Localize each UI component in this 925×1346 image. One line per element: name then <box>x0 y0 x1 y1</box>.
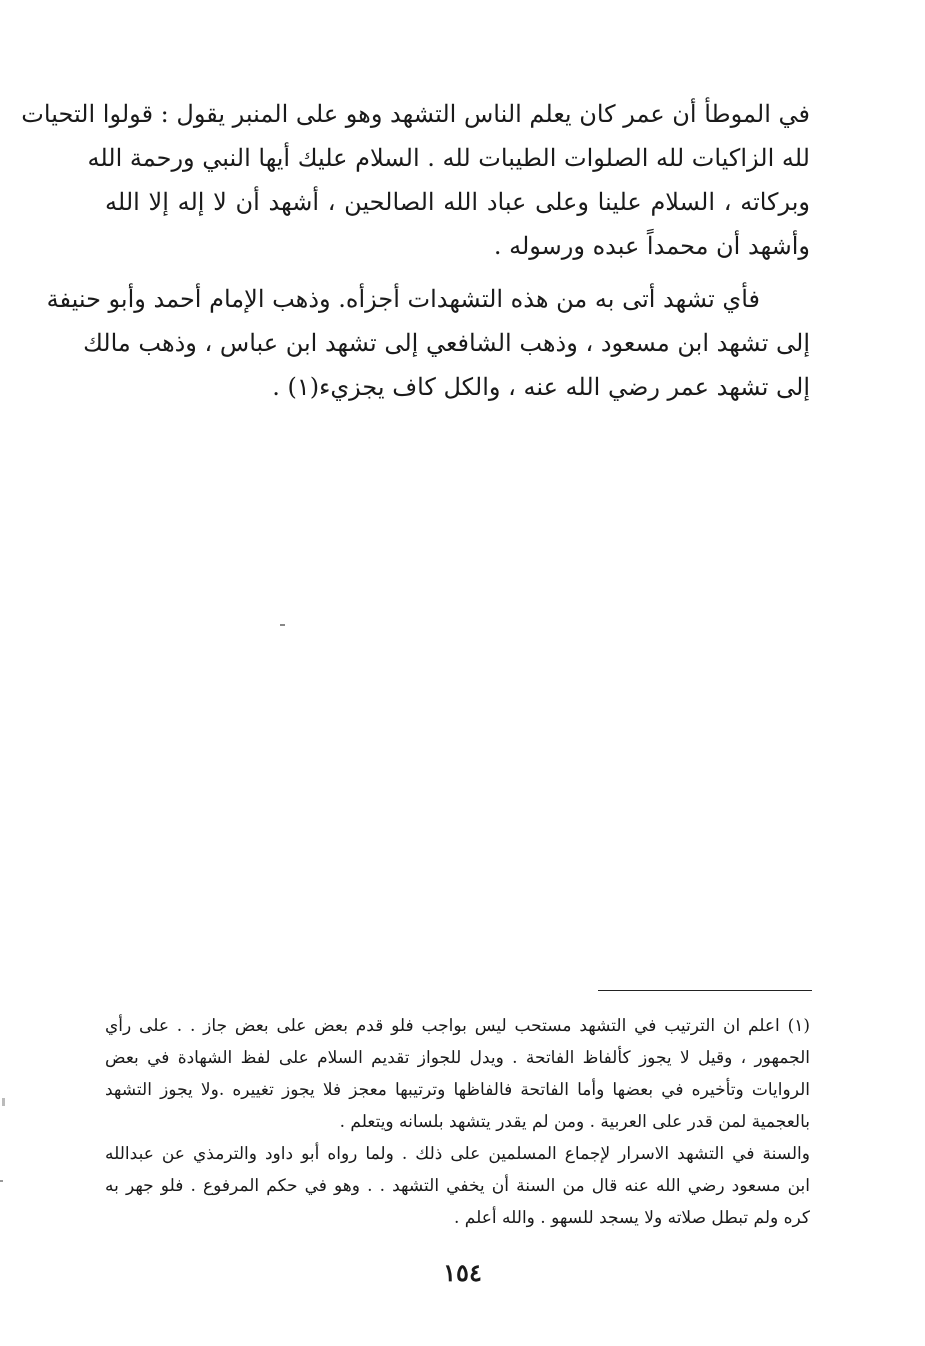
main-paragraph-2 <box>46 277 810 409</box>
text-line: لله الزاكيات لله الصلوات الطيبات لله . السلام عليك أيها النبي ورحمة الله <box>87 144 810 172</box>
footnote-line: والسنة في التشهد الاسرار لإجماع المسلمين على ذلك . ولما رواه أبو داود والترمذي عن عبدالله <box>105 1144 810 1164</box>
footnote-line: الجمهور ، وقيل لا يجوز كألفاظ الفاتحة . ويدل للجواز تقديم السلام على لفظ الشهادة في بعض <box>105 1048 810 1068</box>
footnotes <box>105 1010 810 1234</box>
text-line: فأي تشهد أتى به من هذه التشهدات أجزأه. وذهب الإمام أحمد وأبو حنيفة <box>46 285 760 313</box>
footnote-line: ابن مسعود رضي الله عنه قال من السنة أن يخفي التشهد . . وهو في حكم المرفوع . فلو جهر به <box>105 1176 810 1196</box>
scan-speck <box>280 624 285 626</box>
main-paragraph-1 <box>21 92 810 268</box>
text-line: إلى تشهد ابن مسعود ، وذهب الشافعي إلى تشهد ابن عباس ، وذهب مالك <box>83 329 810 357</box>
text-line: إلى تشهد عمر رضي الله عنه ، والكل كاف يجزيء(١) . <box>272 373 810 401</box>
scan-speck <box>0 1180 3 1182</box>
footnote-line: الروايات وتأخيره في بعضها وأما الفاتحة فالفاظها وترتيبها معجز فلا يجوز تغييره .ولا يجوز التشهد <box>105 1080 810 1100</box>
scan-speck <box>2 1098 5 1106</box>
text-line: وأشهد أن محمداً عبده ورسوله . <box>493 232 810 260</box>
text-line: وبركاته ، السلام علينا وعلى عباد الله الصالحين ، أشهد أن لا إله إلا الله <box>105 188 810 216</box>
footnote-line: كره ولم تبطل صلاته ولا يسجد للسهو . والله أعلم . <box>454 1208 810 1228</box>
footnote-line: بالعجمية لمن قدر على العربية . ومن لم يقدر يتشهد بلسانه ويتعلم . <box>339 1112 810 1132</box>
footnote-separator <box>598 990 812 991</box>
footnote-line: (١) اعلم ان الترتيب في التشهد مستحب ليس بواجب فلو قدم بعض على بعض جاز . . على رأي <box>105 1016 810 1036</box>
text-line: في الموطأ أن عمر كان يعلم الناس التشهد وهو على المنبر يقول : قولوا التحيات <box>21 100 810 128</box>
page-number: ١٥٤ <box>443 1258 482 1287</box>
